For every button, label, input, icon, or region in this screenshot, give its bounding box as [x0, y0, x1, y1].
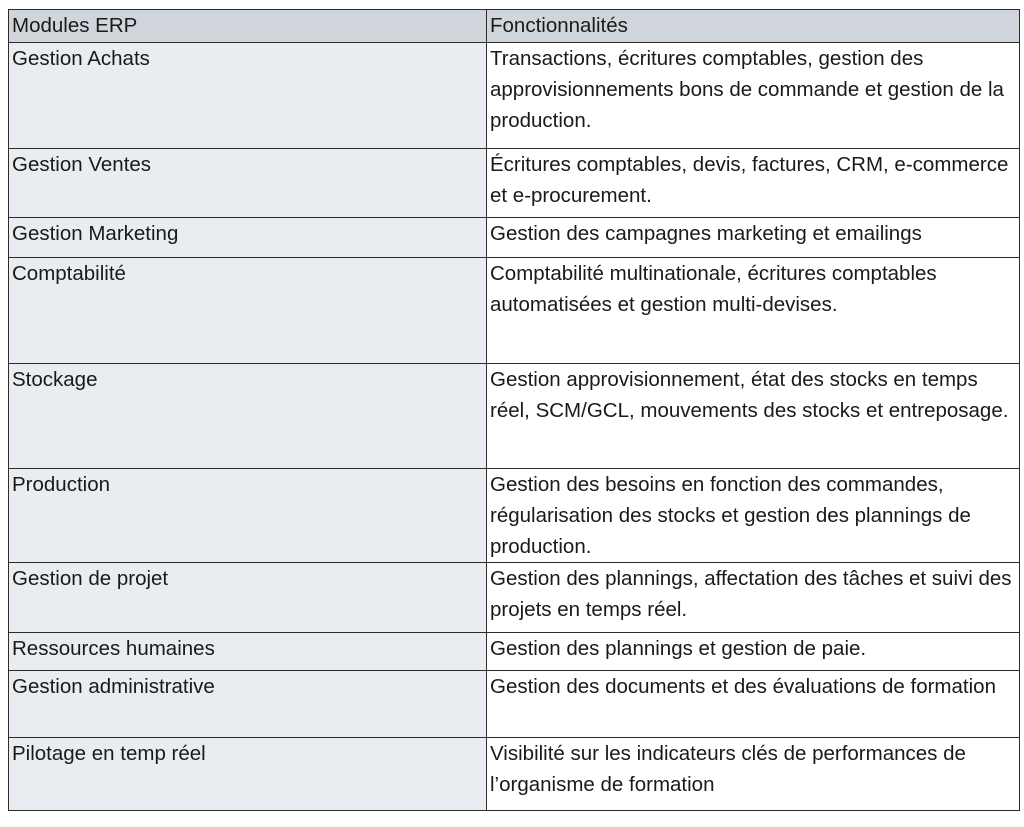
module-cell: Ressources humaines [9, 633, 487, 671]
module-cell: Gestion Achats [9, 43, 487, 149]
features-cell: Écritures comptables, devis, factures, CRM, e-commerce et e-procurement. [487, 149, 1020, 218]
features-cell: Gestion des campagnes marketing et emailings [487, 218, 1020, 258]
features-cell: Comptabilité multinationale, écritures comptables automatisées et gestion multi-devises. [487, 258, 1020, 364]
module-cell: Pilotage en temp réel [9, 738, 487, 811]
module-cell: Stockage [9, 364, 487, 469]
table-row [9, 671, 1020, 738]
module-cell: Gestion Ventes [9, 149, 487, 218]
features-cell: Gestion approvisionnement, état des stocks en temps réel, SCM/GCL, mouvements des stocks et entreposage. [487, 364, 1020, 469]
erp-modules-table [8, 9, 1020, 811]
features-cell: Gestion des besoins en fonction des commandes, régularisation des stocks et gestion des plannings de production. [487, 469, 1020, 563]
table-header-row [9, 10, 1020, 43]
header-features: Fonctionnalités [487, 10, 1020, 43]
table-row [9, 43, 1020, 149]
table-row [9, 149, 1020, 218]
header-modules: Modules ERP [9, 10, 487, 43]
features-cell: Gestion des documents et des évaluations de formation [487, 671, 1020, 738]
module-cell: Gestion administrative [9, 671, 487, 738]
table-row [9, 738, 1020, 811]
module-cell: Gestion de projet [9, 563, 487, 633]
features-cell: Gestion des plannings, affectation des tâches et suivi des projets en temps réel. [487, 563, 1020, 633]
table-row [9, 563, 1020, 633]
table-row [9, 258, 1020, 364]
table-row [9, 364, 1020, 469]
table-row [9, 633, 1020, 671]
features-cell: Transactions, écritures comptables, gestion des approvisionnements bons de commande et gestion de la production. [487, 43, 1020, 149]
table-row [9, 469, 1020, 563]
module-cell: Gestion Marketing [9, 218, 487, 258]
table-row [9, 218, 1020, 258]
features-cell: Gestion des plannings et gestion de paie. [487, 633, 1020, 671]
module-cell: Comptabilité [9, 258, 487, 364]
features-cell: Visibilité sur les indicateurs clés de performances de l’organisme de formation [487, 738, 1020, 811]
module-cell: Production [9, 469, 487, 563]
